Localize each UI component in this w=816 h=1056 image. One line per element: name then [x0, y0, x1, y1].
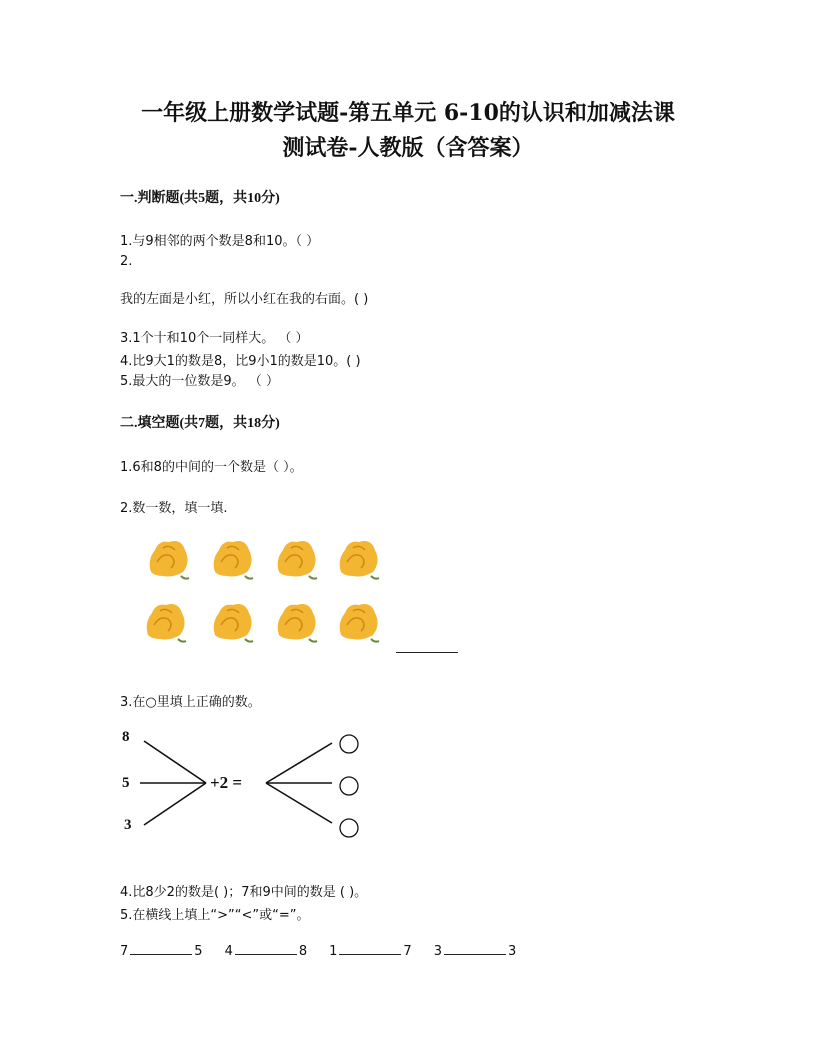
s1-question-2-number: 2. — [120, 254, 133, 269]
compare-blank[interactable] — [339, 942, 401, 955]
rose-image — [333, 532, 383, 582]
compare-left: 1 — [329, 944, 338, 959]
compare-item — [120, 944, 203, 959]
answer-circle[interactable] — [340, 819, 358, 837]
compare-row — [120, 942, 516, 959]
rose-image — [143, 532, 193, 582]
compare-item — [225, 944, 308, 959]
s1-question-1: 1.与9相邻的两个数是8和10。（ ） — [120, 234, 320, 249]
compare-left: 4 — [224, 944, 233, 959]
diagram-operator: +2 = — [210, 773, 243, 792]
s1-question-4: 4.比9大1的数是8，比9小1的数是10。( ) — [120, 354, 361, 369]
section2-heading: 二.填空题(共7题，共18分) — [120, 416, 280, 431]
compare-right: 7 — [403, 944, 412, 959]
section1-heading: 一.判断题(共5题，共10分) — [120, 191, 280, 206]
compare-item — [434, 944, 517, 959]
page-title-line2: 测试卷-人教版（含答案） — [282, 135, 534, 161]
page-title-line1: 一年级上册数学试题-第五单元 6-10的认识和加减法课 — [141, 100, 675, 126]
answer-circle[interactable] — [340, 735, 358, 753]
s2-question-3: 3.在○里填上正确的数。 — [120, 695, 261, 710]
rose-image — [207, 532, 257, 582]
compare-right: 5 — [194, 944, 203, 959]
rose-image — [207, 595, 257, 645]
diagram-input-3: 3 — [124, 817, 132, 833]
rose-image — [333, 595, 383, 645]
addition-mapping-diagram — [118, 725, 368, 845]
rose-image — [140, 595, 190, 645]
compare-blank[interactable] — [130, 942, 192, 955]
compare-left: 3 — [433, 944, 442, 959]
s1-question-3: 3.1个十和10个一同样大。 （ ） — [120, 331, 309, 346]
s2-question-4: 4.比8少2的数是( )；7和9中间的数是 ( )。 — [120, 885, 368, 900]
answer-blank-line[interactable] — [396, 652, 458, 653]
compare-item — [329, 944, 412, 959]
diagram-input-8: 8 — [122, 729, 130, 745]
compare-blank[interactable] — [235, 942, 297, 955]
rose-image — [271, 532, 321, 582]
rose-image — [271, 595, 321, 645]
s2-question-5: 5.在横线上填上“>”“<”或“=”。 — [120, 908, 310, 923]
s2-question-2: 2.数一数，填一填. — [120, 501, 228, 516]
s2-question-1: 1.6和8的中间的一个数是（ ）。 — [120, 460, 303, 475]
compare-blank[interactable] — [444, 942, 506, 955]
s1-question-5: 5.最大的一位数是9。 （ ） — [120, 374, 279, 389]
diagram-input-5: 5 — [122, 775, 130, 791]
compare-right: 3 — [507, 944, 517, 959]
answer-circle[interactable] — [340, 777, 358, 795]
s1-question-2-text: 我的左面是小红，所以小红在我的右面。( ) — [120, 292, 369, 307]
compare-left: 7 — [120, 944, 129, 959]
compare-right: 8 — [298, 944, 308, 959]
